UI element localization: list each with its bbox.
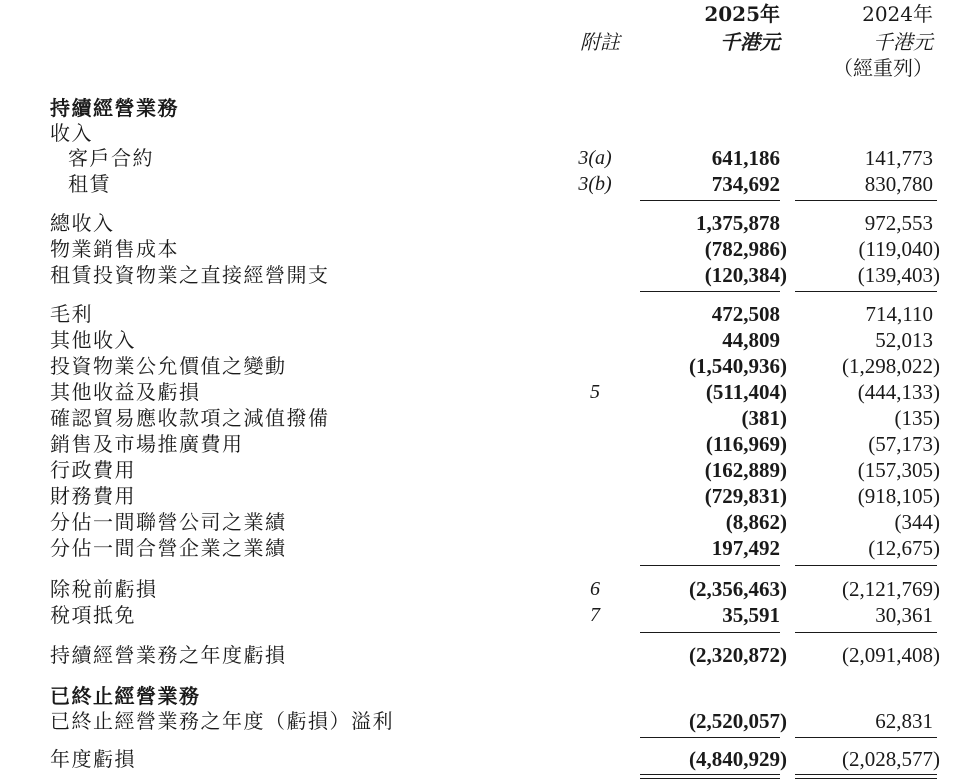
unit-prior-header: 千港元 — [873, 30, 933, 54]
value-2024: 830,780 — [864, 172, 933, 196]
row-label: 行政費用 — [50, 458, 136, 482]
year-current-header: 2025年 — [704, 2, 780, 26]
total-double-rule — [795, 778, 937, 779]
value-2024: (12,675) — [868, 536, 940, 560]
subtotal-rule — [640, 737, 780, 738]
value-2024: (135) — [894, 406, 940, 430]
row-label: 財務費用 — [50, 484, 136, 508]
row-label: 租賃投資物業之直接經營開支 — [50, 263, 330, 287]
value-2024: (2,028,577) — [842, 747, 940, 771]
value-2025: (729,831) — [704, 484, 787, 508]
row-label: 客戶合約 — [68, 146, 154, 170]
value-2025: 1,375,878 — [696, 211, 780, 235]
value-2024: (2,091,408) — [842, 643, 940, 667]
total-double-rule — [795, 774, 937, 775]
value-2024: (444,133) — [857, 380, 940, 404]
row-label: 投資物業公允價值之變動 — [50, 354, 287, 378]
row-label: 已終止經營業務之年度（虧損）溢利 — [50, 709, 394, 733]
value-2025: (162,889) — [704, 458, 787, 482]
value-2025: (8,862) — [725, 510, 787, 534]
value-2024: (918,105) — [857, 484, 940, 508]
row-label: 物業銷售成本 — [50, 237, 179, 261]
total-double-rule — [640, 778, 780, 779]
row-note: 3(a) — [578, 147, 612, 169]
row-note: 7 — [590, 604, 600, 626]
row-label: 收入 — [50, 121, 93, 145]
value-2024: (139,403) — [857, 263, 940, 287]
row-note: 5 — [590, 381, 600, 403]
value-2025: 734,692 — [711, 172, 780, 196]
subtotal-rule — [640, 200, 780, 201]
value-2024: (344) — [894, 510, 940, 534]
value-2024: 714,110 — [865, 302, 933, 326]
total-double-rule — [640, 774, 780, 775]
value-2025: 472,508 — [711, 302, 780, 326]
value-2025: (782,986) — [704, 237, 787, 261]
value-2024: (1,298,022) — [842, 354, 940, 378]
row-label: 其他收益及虧損 — [50, 380, 201, 404]
value-2025: (2,520,057) — [689, 709, 787, 733]
row-label: 毛利 — [50, 302, 93, 326]
row-label: 稅項抵免 — [50, 603, 136, 627]
value-2025: (116,969) — [705, 432, 787, 456]
row-label: 其他收入 — [50, 328, 136, 352]
row-label: 確認貿易應收款項之減值撥備 — [50, 406, 330, 430]
subtotal-rule — [640, 291, 780, 292]
value-2025: 197,492 — [711, 536, 780, 560]
value-2024: (57,173) — [868, 432, 940, 456]
year-prior-header: 2024年 — [862, 2, 933, 26]
value-2025: (120,384) — [704, 263, 787, 287]
row-note: 6 — [590, 578, 600, 600]
value-2024: (2,121,769) — [842, 577, 940, 601]
subtotal-rule — [795, 291, 937, 292]
subtotal-rule — [795, 737, 937, 738]
row-note: 3(b) — [578, 173, 612, 195]
row-label: 租賃 — [68, 172, 111, 196]
value-2025: 44,809 — [722, 328, 780, 352]
row-label: 年度虧損 — [50, 747, 136, 771]
value-2025: (511,404) — [705, 380, 787, 404]
value-2025: (1,540,936) — [689, 354, 787, 378]
value-2025: 641,186 — [711, 146, 780, 170]
unit-current-header: 千港元 — [720, 30, 780, 54]
value-2025: 35,591 — [722, 603, 780, 627]
value-2025: (2,356,463) — [689, 577, 787, 601]
row-label: 除稅前虧損 — [50, 577, 158, 601]
value-2024: 52,013 — [875, 328, 933, 352]
value-2024: 62,831 — [875, 709, 933, 733]
value-2024: (157,305) — [857, 458, 940, 482]
subtotal-rule — [795, 200, 937, 201]
value-2024: 141,773 — [864, 146, 933, 170]
row-label: 總收入 — [50, 211, 115, 235]
row-label: 持續經營業務之年度虧損 — [50, 643, 287, 667]
row-label: 分佔一間聯營公司之業績 — [50, 510, 287, 534]
subtotal-rule — [795, 632, 937, 633]
section-continuing-operations: 持續經營業務 — [50, 96, 179, 120]
subtotal-rule — [640, 632, 780, 633]
subtotal-rule — [795, 565, 937, 566]
value-2025: (381) — [741, 406, 787, 430]
note-column-header: 附註 — [580, 30, 620, 54]
value-2024: 30,361 — [875, 603, 933, 627]
value-2025: (2,320,872) — [689, 643, 787, 667]
row-label: 銷售及市場推廣費用 — [50, 432, 244, 456]
value-2024: 972,553 — [864, 211, 933, 235]
value-2024: (119,040) — [858, 237, 940, 261]
subtotal-rule — [640, 565, 780, 566]
section-discontinued-operations: 已終止經營業務 — [50, 684, 201, 708]
restated-label: （經重列） — [833, 56, 933, 80]
row-label: 分佔一間合營企業之業績 — [50, 536, 287, 560]
value-2025: (4,840,929) — [689, 747, 787, 771]
